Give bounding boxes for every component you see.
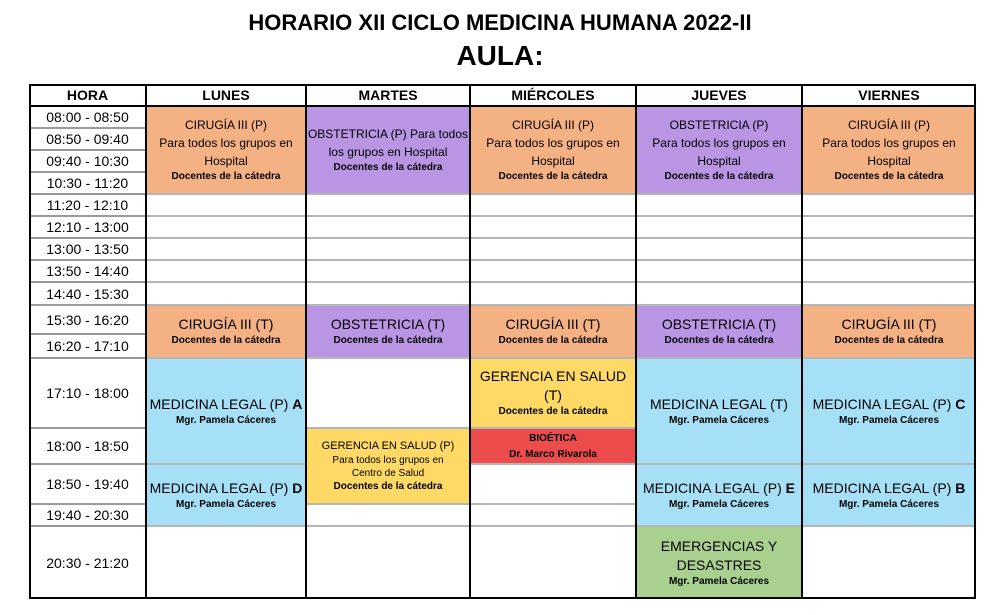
empty-slot[interactable] xyxy=(802,238,976,260)
time-slot: 19:40 - 20:30 xyxy=(29,504,146,526)
class-block-obstetricia-p-martes[interactable] xyxy=(306,106,470,194)
empty-slot[interactable] xyxy=(636,216,802,238)
empty-slot[interactable] xyxy=(636,260,802,282)
time-slot: 17:10 - 18:00 xyxy=(29,358,146,428)
header-hora: HORA xyxy=(29,84,146,106)
page-subtitle: AULA: xyxy=(456,40,544,71)
class-title: MEDICINA LEGAL (P) xyxy=(643,479,782,496)
time-slot: 20:30 - 21:20 xyxy=(29,526,146,599)
class-detail: Centro de Salud xyxy=(351,467,425,479)
class-title: EMERGENCIAS Y xyxy=(660,537,778,554)
class-title: CIRUGÍA III (P) xyxy=(184,118,267,132)
class-teacher: Mgr. Pamela Cáceres xyxy=(175,498,277,510)
class-block-cirugia-t-viernes[interactable] xyxy=(802,305,976,358)
class-detail: Hospital xyxy=(697,154,741,168)
time-slot: 13:50 - 14:40 xyxy=(29,260,146,282)
time-slot: 15:30 - 16:20 xyxy=(29,305,146,334)
empty-slot[interactable] xyxy=(306,194,470,216)
class-teacher: Docentes de la cátedra xyxy=(834,335,944,346)
class-block-medicina-legal-a-lunes[interactable] xyxy=(146,358,306,464)
time-slot: 13:00 - 13:50 xyxy=(29,238,146,260)
class-title: GERENCIA EN SALUD (P) xyxy=(321,439,455,452)
class-detail: Para todos los grupos en xyxy=(332,454,444,466)
empty-slot[interactable] xyxy=(146,260,306,282)
header-martes: MARTES xyxy=(306,84,470,106)
class-detail: Para todos los grupos en xyxy=(159,136,293,150)
class-teacher: Mgr. Pamela Cáceres xyxy=(668,498,770,510)
class-title: CIRUGÍA III (T) xyxy=(841,316,937,332)
class-block-cirugia-t-lunes[interactable] xyxy=(146,305,306,358)
empty-slot[interactable] xyxy=(470,194,636,216)
class-title: OBSTETRICIA (P) Para todos xyxy=(307,127,469,141)
class-title: GERENCIA EN SALUD (T) xyxy=(479,368,627,403)
class-teacher: Docentes de la cátedra xyxy=(333,335,443,346)
empty-slot[interactable] xyxy=(470,464,636,504)
header-viernes: VIERNES xyxy=(802,84,976,106)
class-block-medicina-legal-e-jueves[interactable] xyxy=(636,464,802,526)
empty-slot[interactable] xyxy=(636,194,802,216)
class-teacher: Docentes de la cátedra xyxy=(664,171,774,182)
class-teacher: Docentes de la cátedra xyxy=(333,162,443,173)
class-detail: Hospital xyxy=(204,154,248,168)
class-title: CIRUGÍA III (P) xyxy=(511,118,594,132)
class-detail: Hospital xyxy=(867,154,911,168)
class-detail: Para todos los grupos en xyxy=(822,136,956,150)
class-block-obstetricia-p-jueves[interactable] xyxy=(636,106,802,194)
class-block-medicina-legal-d-lunes[interactable] xyxy=(146,464,306,526)
time-slot: 18:50 - 19:40 xyxy=(29,464,146,504)
empty-slot[interactable] xyxy=(802,260,976,282)
class-title-row xyxy=(643,479,795,498)
class-block-bioetica-miercoles[interactable] xyxy=(470,428,636,464)
column-divider xyxy=(145,84,147,599)
page-title: HORARIO XII CICLO MEDICINA HUMANA 2022-II xyxy=(248,10,752,35)
time-slot: 08:50 - 09:40 xyxy=(29,128,146,150)
class-teacher: Docentes de la cátedra xyxy=(171,335,281,346)
class-title: DESASTRES xyxy=(676,556,762,573)
class-block-obstetricia-t-martes[interactable] xyxy=(306,305,470,358)
column-divider xyxy=(469,84,471,599)
class-teacher: Mgr. Pamela Cáceres xyxy=(668,414,770,426)
header-lunes: LUNES xyxy=(146,84,306,106)
class-block-cirugia-p-miercoles[interactable] xyxy=(470,106,636,194)
class-title: CIRUGÍA III (T) xyxy=(505,316,601,332)
empty-slot[interactable] xyxy=(470,526,636,599)
class-title: MEDICINA LEGAL (P) xyxy=(812,479,952,496)
class-teacher: Docentes de la cátedra xyxy=(498,335,608,346)
empty-slot[interactable] xyxy=(146,238,306,260)
class-teacher: Mgr. Pamela Cáceres xyxy=(175,414,277,426)
group-label: D xyxy=(292,479,303,496)
class-title: MEDICINA LEGAL (P) xyxy=(812,395,952,412)
empty-slot[interactable] xyxy=(306,260,470,282)
column-divider xyxy=(635,84,637,599)
column-divider xyxy=(801,84,803,599)
class-title-row xyxy=(150,395,303,414)
empty-slot[interactable] xyxy=(636,282,802,305)
class-title: CIRUGÍA III (T) xyxy=(178,316,274,332)
class-title: MEDICINA LEGAL (P) xyxy=(149,395,289,412)
empty-slot[interactable] xyxy=(802,526,976,599)
time-slot: 09:40 - 10:30 xyxy=(29,150,146,172)
class-detail: los grupos en Hospital xyxy=(328,145,448,159)
class-block-medicina-legal-t-jueves[interactable] xyxy=(636,358,802,464)
empty-slot[interactable] xyxy=(470,238,636,260)
class-title: OBSTETRICIA (T) xyxy=(661,316,777,332)
class-teacher: Docentes de la cátedra xyxy=(664,335,774,346)
empty-slot[interactable] xyxy=(146,526,306,599)
empty-slot[interactable] xyxy=(306,526,470,599)
row-divider xyxy=(29,105,976,107)
schedule-table xyxy=(29,84,976,599)
group-label: B xyxy=(955,479,966,496)
group-label: E xyxy=(785,479,795,496)
class-teacher: Mgr. Pamela Cáceres xyxy=(838,414,940,426)
class-block-cirugia-p-lunes[interactable] xyxy=(146,106,306,194)
class-title-row xyxy=(813,479,966,498)
class-detail: Para todos los grupos en xyxy=(652,136,786,150)
empty-slot[interactable] xyxy=(802,194,976,216)
time-slot: 08:00 - 08:50 xyxy=(29,106,146,128)
class-block-medicina-legal-c-viernes[interactable] xyxy=(802,358,976,464)
class-block-obstetricia-t-jueves[interactable] xyxy=(636,305,802,358)
time-slot: 16:20 - 17:10 xyxy=(29,334,146,358)
class-block-cirugia-t-miercoles[interactable] xyxy=(470,305,636,358)
empty-slot[interactable] xyxy=(470,216,636,238)
class-title: MEDICINA LEGAL (T) xyxy=(650,395,788,412)
class-title: MEDICINA LEGAL (P) xyxy=(149,479,289,496)
group-label: C xyxy=(955,395,966,412)
empty-slot[interactable] xyxy=(306,358,470,428)
class-title-row xyxy=(150,479,303,498)
time-slot: 14:40 - 15:30 xyxy=(29,282,146,305)
class-title: OBSTETRICIA (T) xyxy=(330,316,446,332)
class-teacher: Docentes de la cátedra xyxy=(834,171,944,182)
time-slot: 10:30 - 11:20 xyxy=(29,172,146,194)
empty-slot[interactable] xyxy=(802,216,976,238)
class-teacher: Docentes de la cátedra xyxy=(333,480,443,492)
class-detail: Hospital xyxy=(531,154,575,168)
class-block-emergencias-jueves[interactable] xyxy=(636,526,802,599)
header-miercoles: MIÉRCOLES xyxy=(470,84,636,106)
empty-slot[interactable] xyxy=(470,282,636,305)
empty-slot[interactable] xyxy=(146,282,306,305)
class-block-medicina-legal-b-viernes[interactable] xyxy=(802,464,976,526)
class-block-gerencia-t-miercoles[interactable] xyxy=(470,358,636,428)
class-block-gerencia-p-martes[interactable] xyxy=(306,428,470,504)
empty-slot[interactable] xyxy=(146,216,306,238)
column-divider xyxy=(305,84,307,599)
class-teacher: Docentes de la cátedra xyxy=(171,171,281,182)
time-slot: 11:20 - 12:10 xyxy=(29,194,146,216)
class-teacher: Docentes de la cátedra xyxy=(498,171,608,182)
class-teacher: Docentes de la cátedra xyxy=(498,406,608,417)
empty-slot[interactable] xyxy=(802,282,976,305)
empty-slot[interactable] xyxy=(470,260,636,282)
class-title-row xyxy=(813,395,966,414)
empty-slot[interactable] xyxy=(306,238,470,260)
class-teacher: Mgr. Pamela Cáceres xyxy=(838,498,940,510)
class-title: CIRUGÍA III (P) xyxy=(847,118,930,132)
header-jueves: JUEVES xyxy=(636,84,802,106)
empty-slot[interactable] xyxy=(146,194,306,216)
group-label: A xyxy=(292,395,303,412)
class-teacher: Dr. Marco Rivarola xyxy=(509,449,597,460)
class-block-cirugia-p-viernes[interactable] xyxy=(802,106,976,194)
empty-slot[interactable] xyxy=(636,238,802,260)
empty-slot[interactable] xyxy=(470,504,636,526)
empty-slot[interactable] xyxy=(306,216,470,238)
class-title: OBSTETRICIA (P) xyxy=(669,118,769,132)
time-slot: 18:00 - 18:50 xyxy=(29,428,146,464)
empty-slot[interactable] xyxy=(306,282,470,305)
time-slot: 12:10 - 13:00 xyxy=(29,216,146,238)
class-detail: Para todos los grupos en xyxy=(486,136,620,150)
class-teacher: Mgr. Pamela Cáceres xyxy=(668,575,770,587)
empty-slot[interactable] xyxy=(306,504,470,526)
class-title: BIOÉTICA xyxy=(529,433,577,444)
